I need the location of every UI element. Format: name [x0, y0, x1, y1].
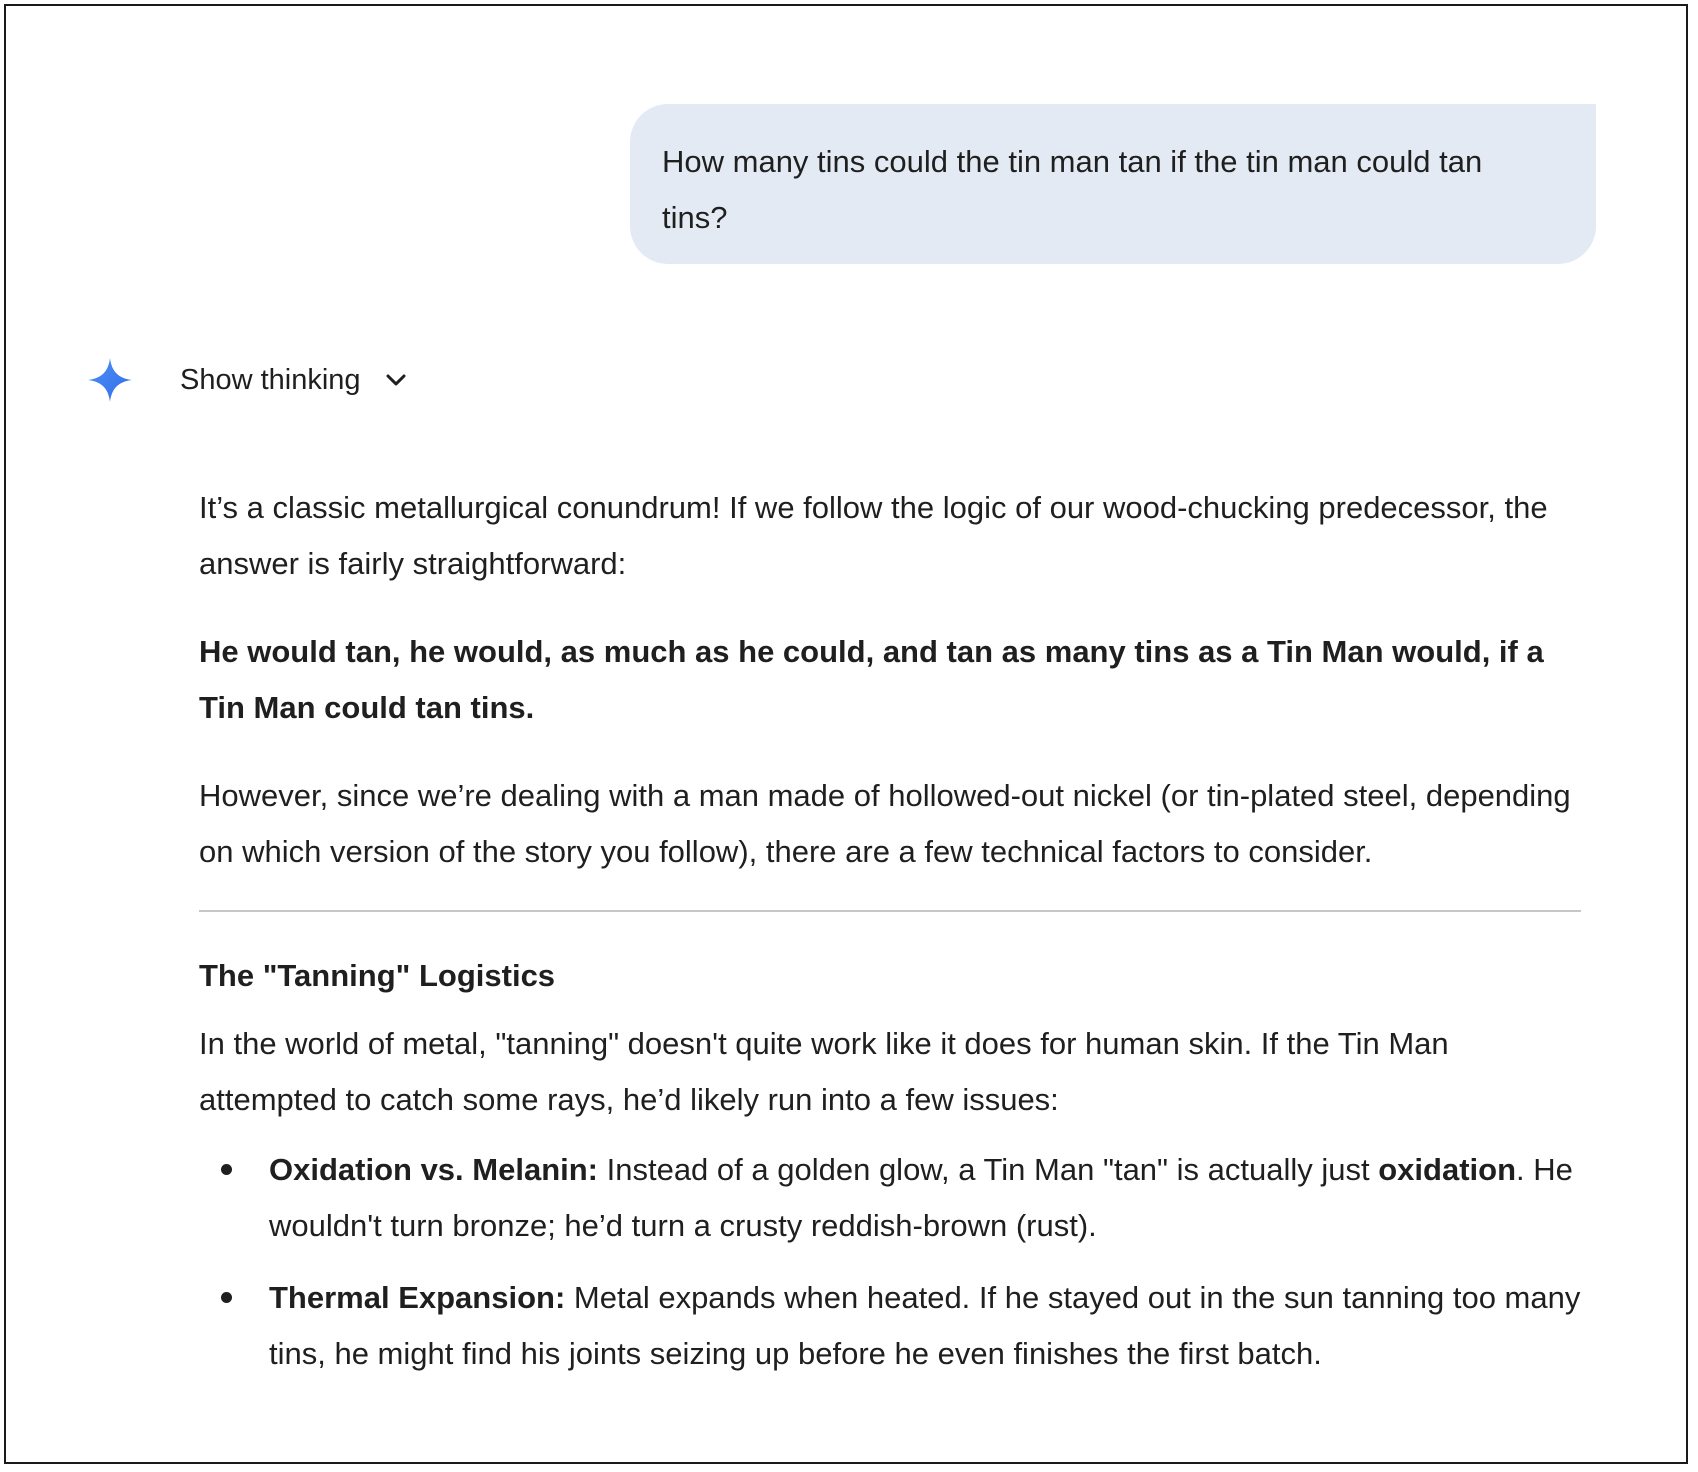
- bullet-label: Thermal Expansion:: [269, 1280, 566, 1315]
- section-divider: [199, 910, 1581, 912]
- user-message-text: How many tins could the tin man tan if the tin man could tan tins?: [662, 144, 1483, 235]
- assistant-response: [199, 480, 1589, 1398]
- issues-list: [199, 1142, 1589, 1382]
- chevron-down-icon: [383, 367, 409, 393]
- list-item: [199, 1142, 1589, 1254]
- bullet-text: Metal expands when heated. If he stayed out in the sun tanning too many tins, he might find his joints seizing up before he even finishes the first batch.: [269, 1280, 1581, 1371]
- show-thinking-label: Show thinking: [180, 363, 361, 396]
- bullet-dot: [221, 1164, 232, 1175]
- response-however: However, since we’re dealing with a man made of hollowed-out nickel (or tin-plated steel, depending on which version of the story you follow), there are a few technical factors to consider.: [199, 778, 1571, 869]
- response-intro: It’s a classic metallurgical conundrum! If we follow the logic of our wood-chucking predecessor, the answer is fairly straightforward:: [199, 490, 1548, 581]
- section-heading: The "Tanning" Logistics: [199, 958, 556, 993]
- assistant-header: [86, 352, 409, 408]
- bullet-label: Oxidation vs. Melanin:: [269, 1152, 598, 1187]
- list-item: [199, 1270, 1589, 1382]
- bullet-bold-inline: oxidation: [1378, 1152, 1517, 1187]
- bullet-text: Instead of a golden glow, a Tin Man "tan" is actually just: [598, 1152, 1379, 1187]
- show-thinking-button[interactable]: [180, 364, 409, 397]
- bullet-text-after: . He wouldn't turn bronze; he’d turn a crusty reddish-brown (rust).: [269, 1152, 1573, 1243]
- gemini-spark-icon: [86, 356, 134, 404]
- bullet-dot: [221, 1292, 232, 1303]
- user-message-bubble: [630, 104, 1596, 264]
- chat-window: [4, 4, 1688, 1464]
- section-intro: In the world of metal, "tanning" doesn't quite work like it does for human skin. If the Tin Man attempted to catch some rays, he’d likely run into a few issues:: [199, 1026, 1449, 1117]
- response-bold-answer: He would tan, he would, as much as he could, and tan as many tins as a Tin Man would, if a Tin Man could tan tins.: [199, 634, 1544, 725]
